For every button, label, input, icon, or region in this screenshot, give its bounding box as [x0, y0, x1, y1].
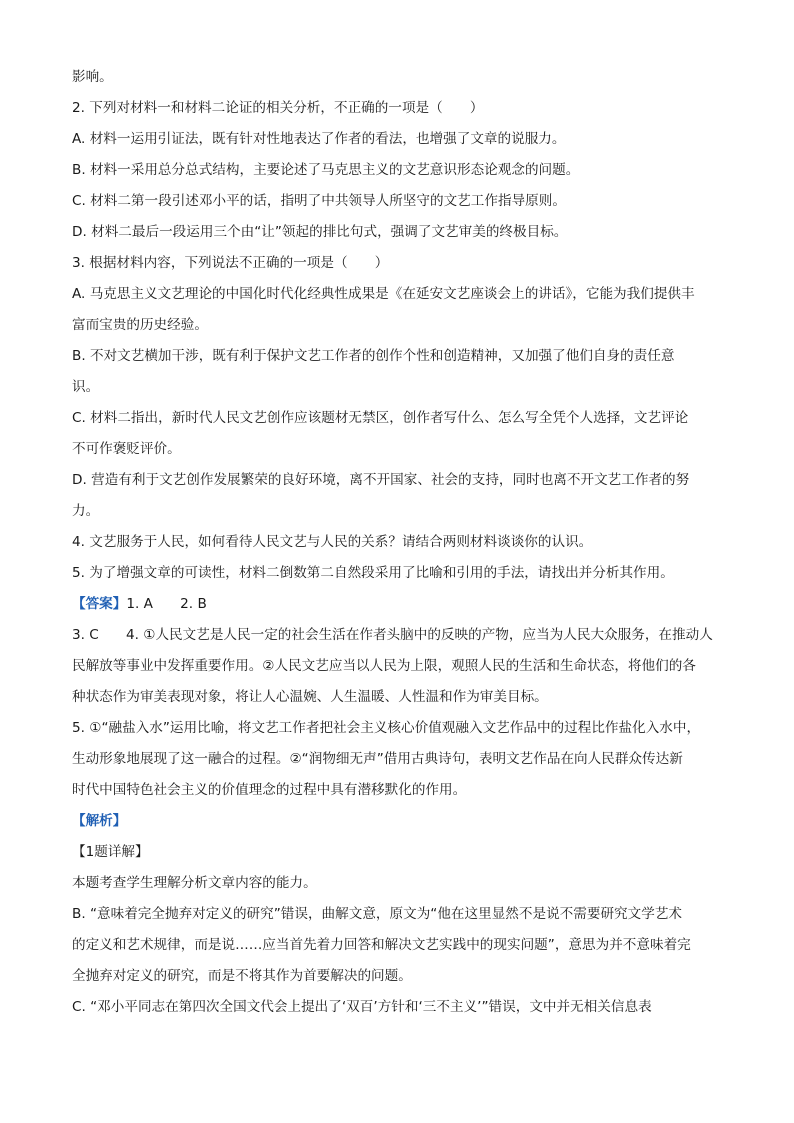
analysis-text-line: 全抛弃对定义的研究，而是不将其作为首要解决的问题。 — [72, 968, 412, 984]
option-3b-cont: 识。 — [72, 379, 100, 395]
option-3c-cont: 不可作褒贬评价。 — [72, 441, 181, 457]
option-3a: A. 马克思主义文艺理论的中国化时代化经典性成果是《在延安文艺座谈会上的讲话》，它能为我们提供丰 — [72, 286, 695, 302]
option-2d: D. 材料二最后一段运用三个由“让”领起的排比句式，强调了文艺审美的终极目标。 — [72, 224, 568, 240]
answer-line — [72, 589, 722, 620]
question-3: 3. 根据材料内容，下列说法不正确的一项是（ ） — [72, 255, 389, 271]
analysis-line — [72, 806, 722, 837]
answer-text-line: 种状态作为审美表现对象，将让人心温婉、人生温暖、人性温和作为审美目标。 — [72, 689, 548, 705]
option-3a-cont: 富而宝贵的历史经验。 — [72, 317, 208, 333]
option-3c: C. 材料二指出，新时代人民文艺创作应该题材无禁区，创作者写什么、怎么写全凭个人选择，文艺评论 — [72, 410, 689, 426]
analysis-text-line: 的定义和艺术规律，而是说……应当首先着力回答和解决文艺实践中的现实问题”，意思为并不意味着完 — [72, 937, 691, 953]
answer-text-line: 时代中国特色社会主义的价值理念的过程中具有潜移默化的作用。 — [72, 782, 467, 798]
answer-text: 1. A 2. B — [126, 596, 207, 612]
analysis-subheading: 【1题详解】 — [72, 844, 149, 860]
analysis-text-line: 本题考查学生理解分析文章内容的能力。 — [72, 875, 317, 891]
analysis-text-line: B. “意味着完全抛弃对定义的研究”错误，曲解文意，原文为“他在这里显然不是说不需要研究文学艺术 — [72, 906, 683, 922]
option-3b: B. 不对文艺横加干涉，既有利于保护文艺工作者的创作个性和创造精神，又加强了他们自身的责任意 — [72, 348, 675, 364]
option-3d-cont: 力。 — [72, 503, 100, 519]
option-3d: D. 营造有利于文艺创作发展繁荣的良好环境，离不开国家、社会的支持，同时也离不开文艺工作者的努 — [72, 472, 690, 488]
option-2b: B. 材料一采用总分总式结构，主要论述了马克思主义的文艺意识形态论观念的问题。 — [72, 162, 580, 178]
option-2c: C. 材料二第一段引述邓小平的话，指明了中共领导人所坚守的文艺工作指导原则。 — [72, 193, 566, 209]
answer-text-line: 3. C 4. ①人民文艺是人民一定的社会生活在作者头脑中的反映的产物，应当为人民大众服务，在推动人 — [72, 627, 713, 643]
question-5: 5. 为了增强文章的可读性，材料二倒数第二自然段采用了比喻和引用的手法，请找出并分析其作用。 — [72, 565, 674, 581]
answer-text-line: 民解放等事业中发挥重要作用。②人民文艺应当以人民为上限，观照人民的生活和生命状态，将他们的各 — [72, 658, 696, 674]
answer-tag: 【答案】 — [72, 596, 127, 612]
answer-text-line: 5. ①“融盐入水”运用比喻，将文艺工作者把社会主义核心价值观融入文艺作品中的过程比作盐化入水中， — [72, 720, 701, 736]
text-line: 影响。 — [72, 69, 113, 85]
analysis-tag: 【解析】 — [72, 813, 127, 829]
option-2a: A. 材料一运用引证法，既有针对性地表达了作者的看法，也增强了文章的说服力。 — [72, 131, 566, 147]
answer-text-line: 生动形象地展现了这一融合的过程。②“润物细无声”借用古典诗句，表明文艺作品在向人民群众传达新 — [72, 751, 683, 767]
document-body — [72, 62, 722, 1023]
question-2: 2. 下列对材料一和材料二论证的相关分析，不正确的一项是（ ） — [72, 100, 484, 116]
question-4: 4. 文艺服务于人民，如何看待人民文艺与人民的关系？请结合两则材料谈谈你的认识。 — [72, 534, 593, 550]
analysis-text-line: C. “邓小平同志在第四次全国文代会上提出了‘双百’方针和‘三不主义’”错误，文中并无相关信息表 — [72, 999, 652, 1015]
